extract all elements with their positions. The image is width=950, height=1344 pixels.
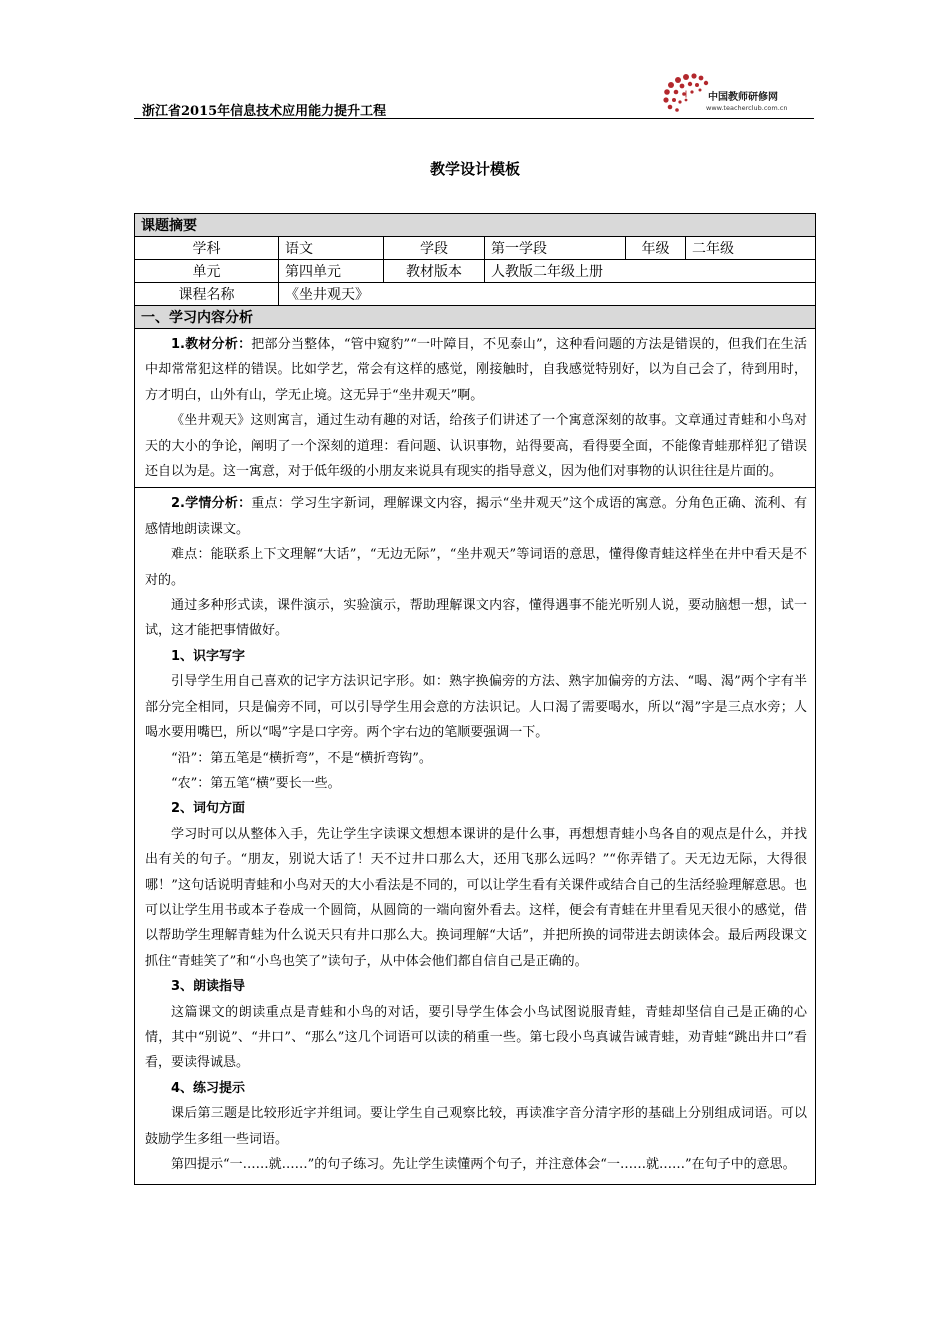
unit-label: 单元	[135, 260, 279, 283]
unit-value: 第四单元	[279, 260, 384, 283]
header-divider	[134, 118, 814, 119]
literacy-p2: “沿”：第五笔是“横折弯”，不是“横折弯钩”。	[171, 750, 432, 766]
exercises-p1: 课后第三题是比较形近字并组词。要让学生自己观察比较，再读准字音分清字形的基础上分别组成词语。可以鼓励学生多组一些词语。	[145, 1106, 807, 1147]
learner-analysis-cell	[135, 488, 816, 1185]
textbook-analysis-p2: 《坐井观天》这则寓言，通过生动有趣的对话，给孩子们讲述了一个寓意深刻的故事。文章通过青蛙和小鸟对天的大小的争论，阐明了一个深刻的道理：看问题、认识事物，站得要高，看得要全面，不能像青蛙那样犯了错误还自以为是。这一寓意，对于低年级的小朋友来说具有现实的指导意义，因为他们对事物的认识往往是片面的。	[145, 413, 807, 480]
literacy-p1: 引导学生用自己喜欢的记字方法识记字形。如：熟字换偏旁的方法、熟字加偏旁的方法、“喝、渴”两个字有半部分完全相同，只是偏旁不同，可以引导学生用会意的方法识记。人口渴了需要喝水，所以“渴”字是三点水旁；人喝水要用嘴巴，所以“喝”字是口字旁。两个字右边的笔顺要强调一下。	[145, 674, 807, 741]
learner-analysis-p2: 难点：能联系上下文理解“大话”，“无边无际”，“坐井观天”等词语的意思，懂得像青蛙这样坐在井中看天是不对的。	[145, 547, 807, 588]
summary-heading: 课题摘要	[135, 214, 816, 237]
subheading-reading: 3、朗读指导	[171, 979, 246, 995]
textbook-analysis-cell	[135, 329, 816, 488]
stage-value: 第一学段	[485, 237, 626, 260]
section1-heading: 一、学习内容分析	[135, 306, 816, 329]
header-title: 浙江省2015年信息技术应用能力提升工程	[142, 104, 387, 119]
subheading-exercises: 4、练习提示	[171, 1080, 246, 1096]
document-title: 教学设计模板	[429, 160, 520, 178]
learner-analysis-p1: 2.学情分析：重点：学习生字新词，理解课文内容，揭示“坐井观天”这个成语的寓意。分角色正确、流利、有感情地朗读课文。	[145, 496, 807, 537]
reading-p1: 这篇课文的朗读重点是青蛙和小鸟的对话，要引导学生体会小鸟试图说服青蛙，青蛙却坚信自己是正确的心情，其中“别说”、“井口”、“那么”这几个词语可以读的稍重一些。第七段小鸟真诚告诫青蛙，劝青蛙“跳出井口”看看，要读得诚恳。	[145, 1004, 807, 1071]
logo-url: www.teacherclub.com.cn	[706, 104, 788, 112]
subheading-literacy: 1、识字写字	[171, 648, 246, 664]
learner-analysis-p3: 通过多种形式读，课件演示，实验演示，帮助理解课文内容，懂得遇事不能光听别人说，要动脑想一想，试一试，这才能把事情做好。	[145, 598, 807, 639]
stage-label: 学段	[384, 237, 485, 260]
textbook-analysis-p1: 1.教材分析：把部分当整体，“管中窥豹”“一叶障目，不见泰山”，这种看问题的方法是错误的，但我们在生活中却常常犯这样的错误。比如学艺，常会有这样的感觉，刚接触时，自我感觉特别好，以为自己会了，待到用时，方才明白，山外有山，学无止境。这无异于“坐井观天”啊。	[145, 337, 808, 403]
exercises-p2: 第四提示“一……就……”的句子练习。先让学生读懂两个句子，并注意体会“一……就……”在句子中的意思。	[171, 1157, 796, 1172]
words-p1: 学习时可以从整体入手，先让学生字读课文想想本课讲的是什么事，再想想青蛙小鸟各自的观点是什么，并找出有关的句子。“朋友，别说大话了！天不过井口那么大，还用飞那么远吗？”“你弄错了。天无边无际，大得很哪！”这句话说明青蛙和小鸟对天的大小看法是不同的，可以让学生看有关课件或结合自己的生活经验理解意思。也可以让学生用书或本子卷成一个圆筒，从圆筒的一端向窗外看去。这样，便会有青蛙在井里看见天很小的感觉，借以帮助学生理解青蛙为什么说天只有井口那么大。换词理解“大话”，并把所换的词带进去朗读体会。最后两段课文抓住“青蛙笑了”和“小鸟也笑了”读句子，从中体会他们都自信自己是正确的。	[145, 826, 807, 969]
edition-label: 教材版本	[384, 260, 485, 283]
literacy-p3: “农”：第五笔“横”要长一些。	[171, 775, 341, 791]
edition-value: 人教版二年级上册	[485, 260, 816, 283]
svg-text:|: |	[685, 91, 687, 98]
grade-label: 年级	[626, 237, 686, 260]
subject-label: 学科	[135, 237, 279, 260]
subheading-words: 2、词句方面	[171, 801, 246, 817]
course-name-label: 课程名称	[135, 283, 279, 306]
logo-name: 中国教师研修网	[708, 92, 778, 103]
lesson-design-table	[134, 213, 816, 1185]
subject-value: 语文	[279, 237, 384, 260]
grade-value: 二年级	[686, 237, 816, 260]
course-name-value: 《坐井观天》	[279, 283, 816, 306]
